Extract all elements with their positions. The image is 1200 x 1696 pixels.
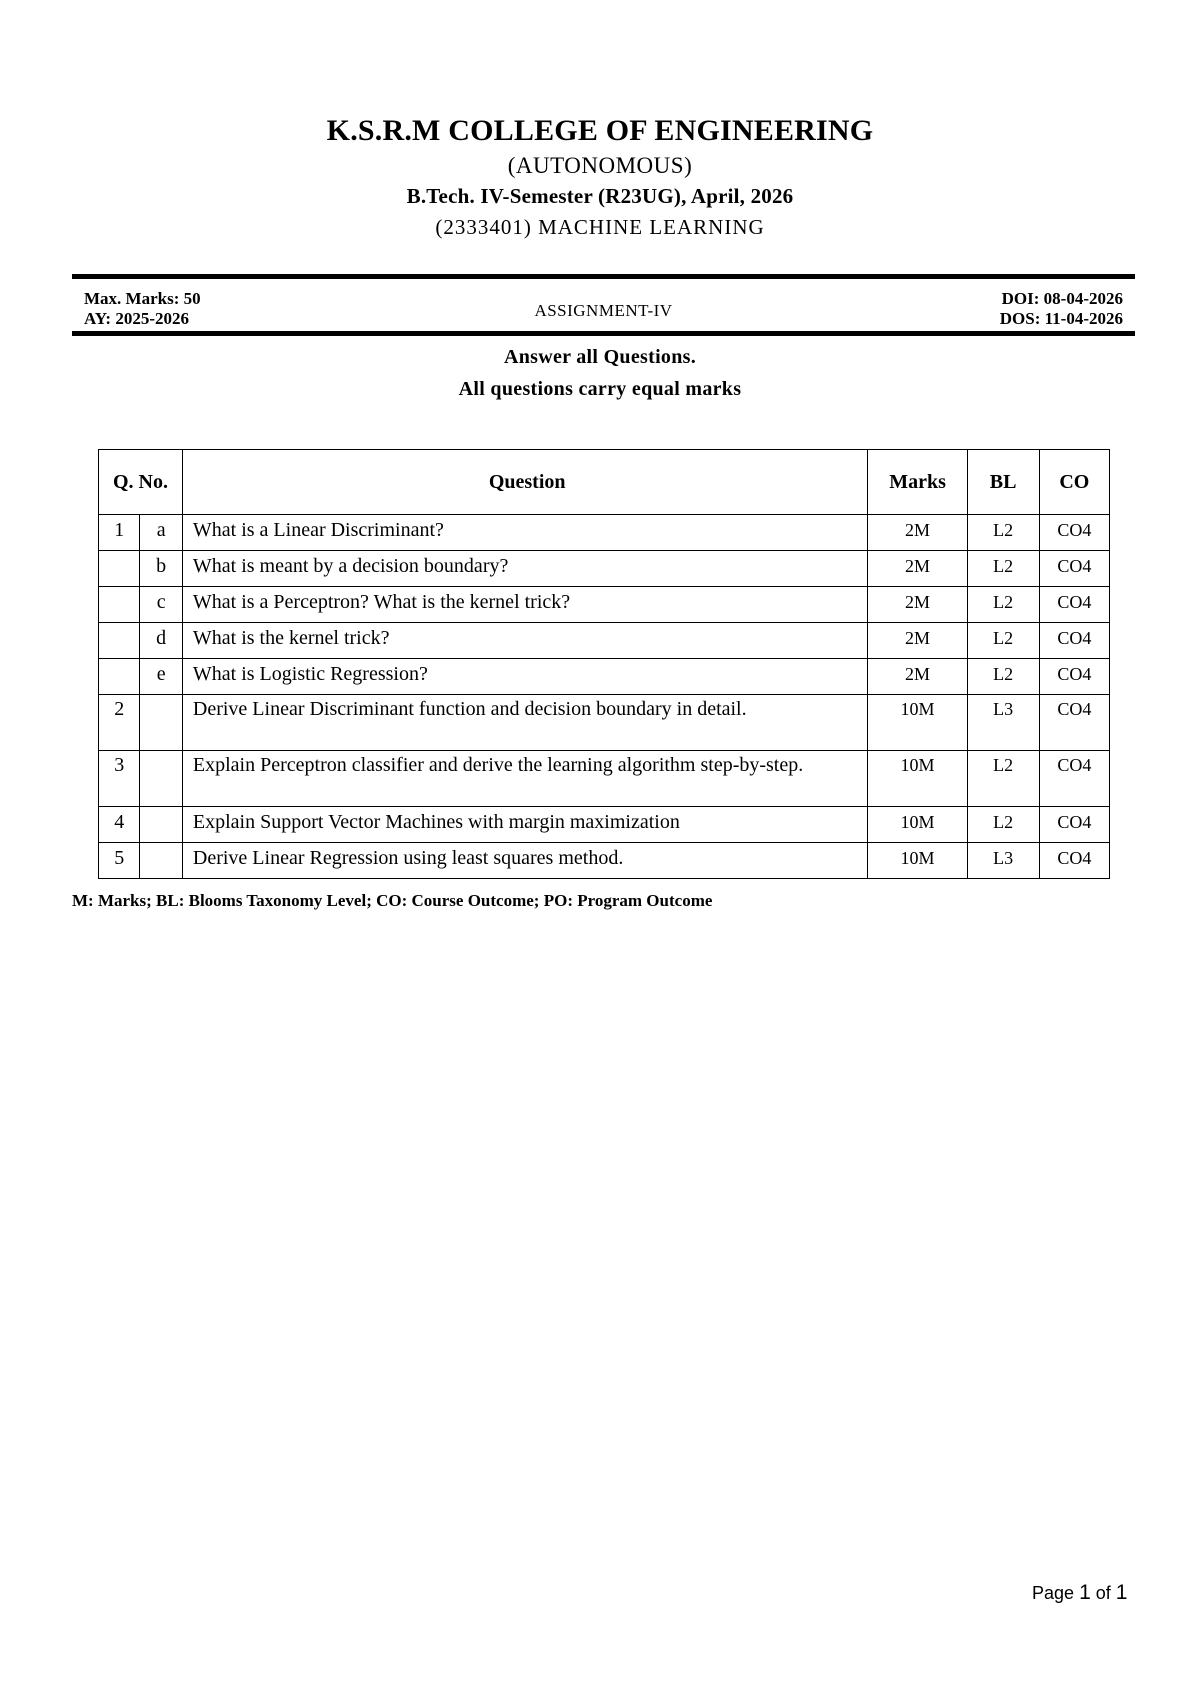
row-co: CO4 (1039, 515, 1109, 551)
row-sub: a (140, 515, 182, 551)
row-question: Explain Support Vector Machines with margin maximization (182, 807, 868, 843)
row-co: CO4 (1039, 551, 1109, 587)
row-marks: 10M (868, 807, 967, 843)
row-marks: 2M (868, 551, 967, 587)
page-current: 1 (1079, 1581, 1091, 1604)
row-bl: L3 (967, 843, 1039, 879)
row-sub: d (140, 623, 182, 659)
row-bl: L2 (967, 515, 1039, 551)
row-bl: L2 (967, 807, 1039, 843)
row-sub (140, 751, 182, 807)
table-header-row (99, 450, 1110, 515)
table-row (99, 843, 1110, 879)
table-row (99, 515, 1110, 551)
course-title: (2333401) MACHINE LEARNING (435, 215, 765, 239)
date-of-issue: DOI: 08-04-2026 (1001, 289, 1123, 308)
row-bl: L2 (967, 751, 1039, 807)
row-sub (140, 695, 182, 751)
row-co: CO4 (1039, 843, 1109, 879)
header-qno: Q. No. (99, 450, 183, 515)
row-marks: 2M (868, 659, 967, 695)
row-question: What is the kernel trick? (182, 623, 868, 659)
row-question: Derive Linear Regression using least squares method. (182, 843, 868, 879)
header-question: Question (182, 450, 868, 515)
semester-line: B.Tech. IV-Semester (R23UG), April, 2026 (406, 184, 794, 208)
row-qno: 3 (99, 751, 140, 807)
page-number (1032, 1581, 1127, 1605)
row-sub (140, 807, 182, 843)
header-co: CO (1039, 450, 1109, 515)
row-co: CO4 (1039, 659, 1109, 695)
row-marks: 10M (868, 751, 967, 807)
row-question: What is Logistic Regression? (182, 659, 868, 695)
row-marks: 10M (868, 695, 967, 751)
row-marks: 2M (868, 587, 967, 623)
row-question: Explain Perceptron classifier and derive the learning algorithm step-by-step. (182, 751, 868, 807)
row-question: What is meant by a decision boundary? (182, 551, 868, 587)
academic-year: AY: 2025-2026 (84, 309, 190, 328)
instruction-equal-marks: All questions carry equal marks (458, 378, 742, 400)
row-bl: L2 (967, 659, 1039, 695)
legend-text: M: Marks; BL: Blooms Taxonomy Level; CO: Course Outcome; PO: Program Outcome (72, 891, 713, 910)
row-qno: 1 (99, 515, 140, 551)
college-name: K.S.R.M COLLEGE OF ENGINEERING (326, 114, 874, 147)
row-sub: e (140, 659, 182, 695)
row-co: CO4 (1039, 751, 1109, 807)
row-sub (140, 843, 182, 879)
row-qno: 2 (99, 695, 140, 751)
row-marks: 10M (868, 843, 967, 879)
row-qno (99, 587, 140, 623)
table-row (99, 751, 1110, 807)
autonomous-label: (AUTONOMOUS) (507, 153, 693, 178)
info-band (72, 274, 1135, 336)
table-row (99, 587, 1110, 623)
header-bl: BL (967, 450, 1039, 515)
row-qno (99, 623, 140, 659)
questions-table (98, 449, 1110, 879)
row-co: CO4 (1039, 695, 1109, 751)
row-bl: L2 (967, 551, 1039, 587)
table-row (99, 807, 1110, 843)
row-co: CO4 (1039, 807, 1109, 843)
row-co: CO4 (1039, 623, 1109, 659)
row-question: What is a Linear Discriminant? (182, 515, 868, 551)
row-bl: L3 (967, 695, 1039, 751)
assignment-title: ASSIGNMENT-IV (534, 301, 673, 320)
row-marks: 2M (868, 515, 967, 551)
table-row (99, 623, 1110, 659)
date-of-submission: DOS: 11-04-2026 (999, 309, 1123, 328)
page-label: Page (1032, 1583, 1075, 1603)
row-question: What is a Perceptron? What is the kernel trick? (182, 587, 868, 623)
table-row (99, 659, 1110, 695)
header-marks: Marks (868, 450, 967, 515)
row-qno (99, 551, 140, 587)
row-qno: 5 (99, 843, 140, 879)
table-row (99, 695, 1110, 751)
row-question: Derive Linear Discriminant function and decision boundary in detail. (182, 695, 868, 751)
max-marks: Max. Marks: 50 (84, 289, 201, 308)
row-bl: L2 (967, 587, 1039, 623)
row-sub: b (140, 551, 182, 587)
of-label: of (1095, 1583, 1111, 1603)
table-row (99, 551, 1110, 587)
row-co: CO4 (1039, 587, 1109, 623)
row-qno: 4 (99, 807, 140, 843)
row-bl: L2 (967, 623, 1039, 659)
instruction-answer-all: Answer all Questions. (503, 346, 697, 368)
row-sub: c (140, 587, 182, 623)
page-total: 1 (1115, 1581, 1128, 1604)
row-qno (99, 659, 140, 695)
row-marks: 2M (868, 623, 967, 659)
